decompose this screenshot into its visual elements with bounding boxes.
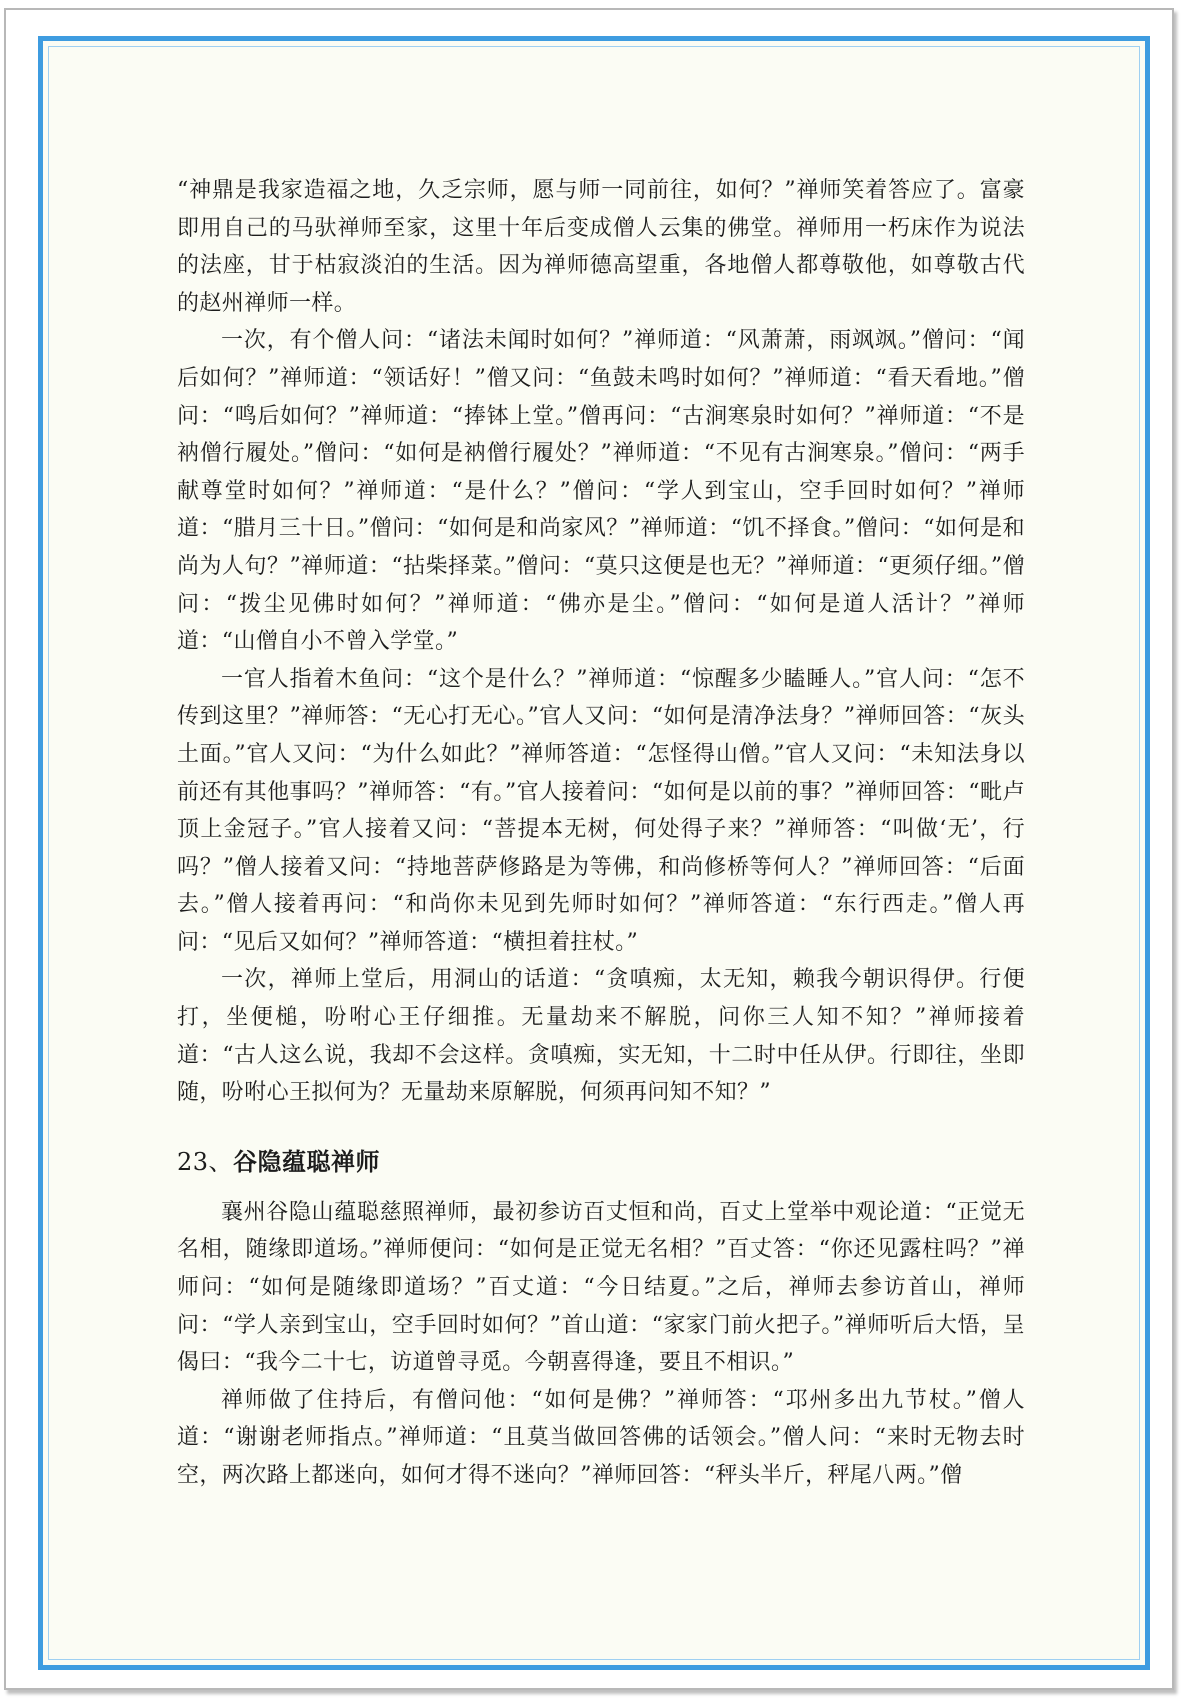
paragraph-2: 一次，有个僧人问：“诸法未闻时如何？”禅师道：“风萧萧，雨飒飒。”僧问：“闻后如何？”禅师道：“领话好！”僧又问：“鱼鼓未鸣时如何？”禅师道：“看天看地。”僧问：“鸣后如何？”禅师道：“捧钵上堂。”僧再问：“古涧寒泉时如何？”禅师道：“不是衲僧行履处。”僧问：“如何是衲僧行履处？”禅师道：“不见有古涧寒泉。”僧问：“两手献尊堂时如何？”禅师道：“是什么？”僧问：“学人到宝山，空手回时如何？”禅师道：“腊月三十日。”僧问：“如何是和尚家风？”禅师道：“饥不择食。”僧问：“如何是和尚为人句？”禅师道：“拈柴择菜。”僧问：“莫只这便是也无？”禅师道：“更须仔细。”僧问：“拨尘见佛时如何？”禅师道：“佛亦是尘。”僧问：“如何是道人活计？”禅师道：“山僧自小不曾入学堂。” bbox=[177, 328, 1025, 655]
page-text-body bbox=[177, 172, 1025, 1495]
section-heading bbox=[177, 1142, 1025, 1182]
section-number: 23、 bbox=[177, 1147, 234, 1176]
paragraph-4: 一次，禅师上堂后，用洞山的话道：“贪嗔痴，太无知，赖我今朝识得伊。行便打，坐便槌，吩咐心王仔细推。无量劫来不解脱，问你三人知不知？”禅师接着道：“古人这么说，我却不会这样。贪嗔痴，实无知，十二时中任从伊。行即往，坐即随，吩咐心王拟何为？无量劫来原解脱，何须再问知不知？” bbox=[177, 967, 1025, 1106]
paragraph-6: 禅师做了住持后，有僧问他：“如何是佛？”禅师答：“邛州多出九节杖。”僧人道：“谢谢老师指点。”禅师道：“且莫当做回答佛的话领会。”僧人问：“来时无物去时空，两次路上都迷向，如何才得不迷向？”禅师回答：“秤头半斤，秤尾八两。”僧 bbox=[177, 1387, 1025, 1488]
paragraph-3: 一官人指着木鱼问：“这个是什么？”禅师道：“惊醒多少瞌睡人。”官人问：“怎不传到这里？”禅师答：“无心打无心。”官人又问：“如何是清净法身？”禅师回答：“灰头土面。”官人又问：“为什么如此？”禅师答道：“怎怪得山僧。”官人又问：“未知法身以前还有其他事吗？”禅师答：“有。”官人接着问：“如何是以前的事？”禅师回答：“毗卢顶上金冠子。”官人接着又问：“菩提本无树，何处得子来？”禅师答：“叫做‘无’，行吗？”僧人接着又问：“持地菩萨修路是为等佛，和尚修桥等何人？”禅师回答：“后面去。”僧人接着再问：“和尚你未见到先师时如何？”禅师答道：“东行西走。”僧人再问：“见后又如何？”禅师答道：“横担着拄杖。” bbox=[177, 666, 1025, 955]
paragraph-5: 襄州谷隐山蕴聪慈照禅师，最初参访百丈恒和尚，百丈上堂举中观论道：“正觉无名相，随缘即道场。”禅师便问：“如何是正觉无名相？”百丈答：“你还见露柱吗？”禅师问：“如何是随缘即道场？”百丈道：“今日结夏。”之后，禅师去参访首山，禅师问：“学人亲到宝山，空手回时如何？”首山道：“家家门前火把子。”禅师听后大悟，呈偈曰：“我今二十七，访道曾寻觅。今朝喜得逢，要且不相识。” bbox=[177, 1199, 1025, 1376]
section-title: 谷隐蕴聪禅师 bbox=[233, 1147, 381, 1176]
paragraph-1: “神鼎是我家造福之地，久乏宗师，愿与师一同前往，如何？”禅师笑着答应了。富豪即用自己的马驮禅师至家，这里十年后变成僧人云集的佛堂。禅师用一朽床作为说法的法座，甘于枯寂淡泊的生活。因为禅师德高望重，各地僧人都尊敬他，如尊敬古代的赵州禅师一样。 bbox=[177, 178, 1025, 316]
